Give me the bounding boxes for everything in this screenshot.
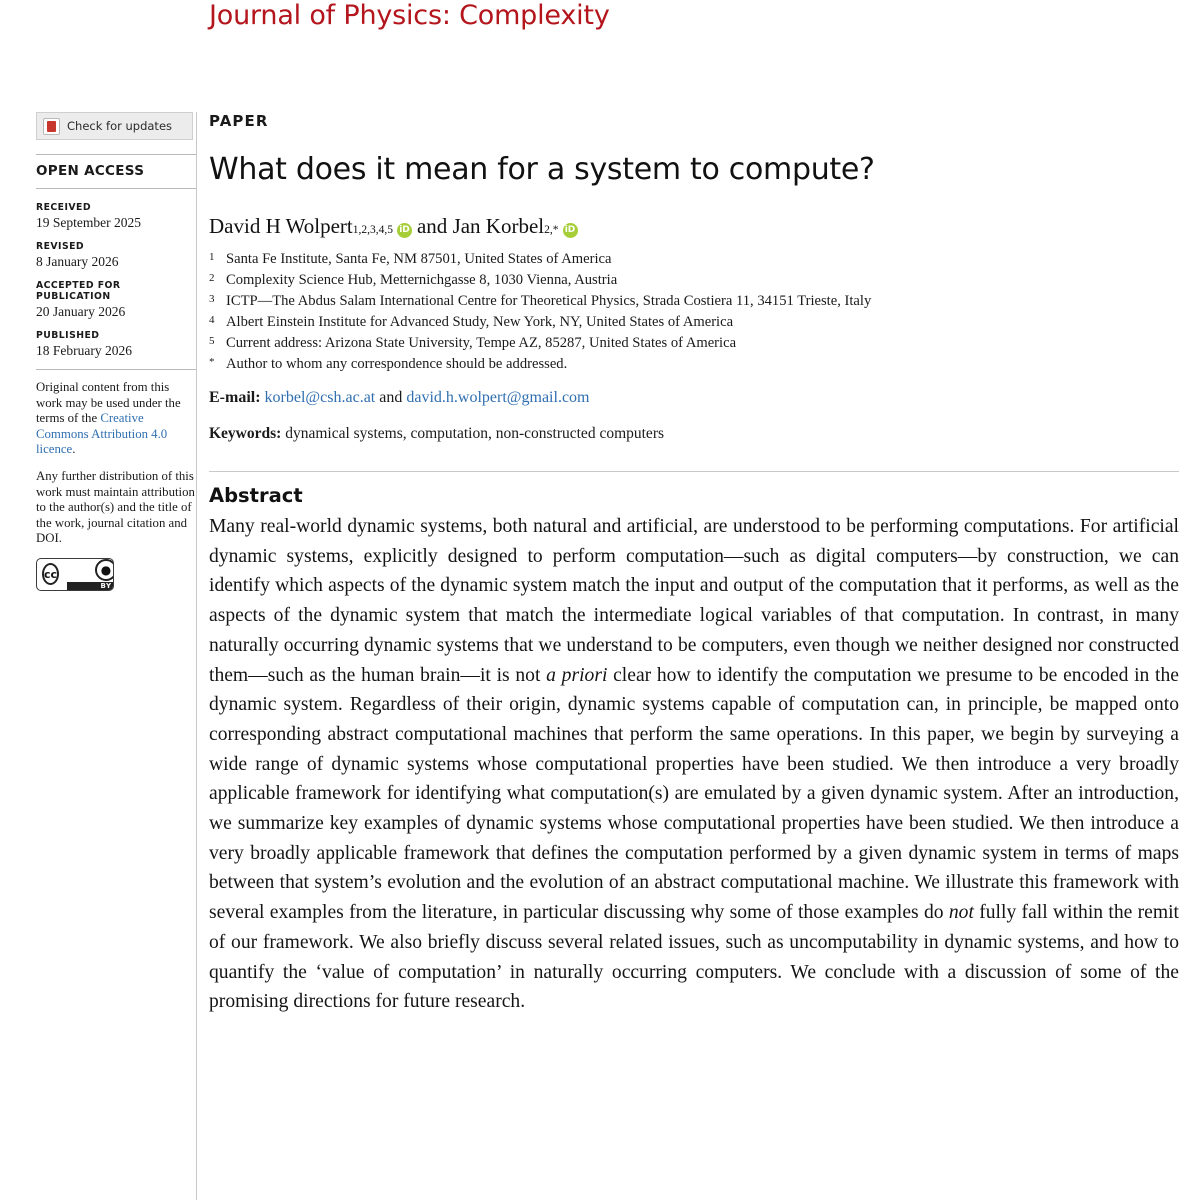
affiliation-number: 5 — [209, 335, 215, 347]
affiliation-text: Author to whom any correspondence should be addressed. — [226, 356, 568, 372]
affiliation-number: 2 — [209, 272, 215, 284]
received-value: 19 September 2025 — [36, 215, 141, 230]
page-title: What does it mean for a system to compute? — [209, 152, 875, 187]
affiliation-item — [209, 354, 1179, 375]
author-2-affiliation-marks: 2,* — [544, 224, 559, 236]
email-link-secondary[interactable]: david.h.wolpert@gmail.com — [406, 389, 590, 406]
affiliation-number: 4 — [209, 314, 215, 326]
published-label: PUBLISHED — [36, 330, 100, 341]
author-list — [209, 214, 1179, 239]
journal-title: Journal of Physics: Complexity — [209, 0, 610, 31]
keywords-value: dynamical systems, computation, non-constructed computers — [285, 425, 665, 442]
email-joiner: and — [379, 389, 403, 406]
licence-paragraph-2: Any further distribution of this work must maintain attribution to the author(s) and the title of the work, journal citation and DOI. — [36, 468, 195, 546]
cc-by-person-icon: ● — [95, 559, 114, 581]
abstract-italic-1: a priori — [546, 664, 608, 686]
affiliation-number: 3 — [209, 293, 215, 305]
author-1-name[interactable]: David H Wolpert — [209, 214, 353, 238]
check-for-updates-button[interactable] — [36, 112, 193, 140]
abstract-heading: Abstract — [209, 484, 303, 507]
publication-dates — [36, 189, 196, 359]
divider-above-abstract — [209, 471, 1179, 472]
cc-by-icon-group — [67, 559, 114, 590]
affiliation-text: Current address: Arizona State University, Tempe AZ, 85287, United States of America — [226, 335, 737, 351]
affiliation-item — [209, 333, 1179, 354]
crossmark-icon — [43, 118, 60, 135]
open-access-badge: OPEN ACCESS — [36, 163, 145, 179]
affiliation-text: ICTP—The Abdus Salam International Centre for Theoretical Physics, Strada Costiera 11, 34151 Trieste, Italy — [226, 293, 872, 309]
article-type-label: PAPER — [209, 112, 269, 130]
abstract-part-3: fully fall within the remit of our framework. We also briefly discuss several related issues, such as uncomputability in dynamic systems, and how to quantify the ‘value of computation’ in naturally occurring computers. We conclude with a discussion of some of the promising directions for future research. — [209, 902, 1179, 1013]
affiliation-text: Complexity Science Hub, Metternichgasse 8, 1030 Vienna, Austria — [226, 272, 618, 288]
affiliation-item — [209, 291, 1179, 312]
affiliation-number: * — [209, 356, 215, 368]
received-label: RECEIVED — [36, 202, 92, 213]
affiliation-list — [209, 249, 1179, 375]
revised-value: 8 January 2026 — [36, 254, 119, 269]
abstract-part-1: Many real-world dynamic systems, both natural and artificial, are understood to be performing computations. For artificial dynamic systems, explicitly designed to perform computation—such as digital computers—by construction, we can identify which aspects of the dynamic system match the input and output of the computation that it performs, as well as the aspects of the dynamic system that match the intermediate logical variables of that computation. In contrast, in many naturally occurring dynamic systems that we understand to be computers, even though we neither designed nor constructed them—such as the human brain—it is not — [209, 516, 1179, 686]
abstract-italic-2: not — [948, 902, 974, 924]
orcid-icon[interactable]: iD — [563, 223, 578, 238]
cc-icon: cc — [42, 563, 59, 585]
email-label: E-mail: — [209, 389, 261, 406]
affiliation-item — [209, 249, 1179, 270]
creative-commons-badge — [36, 558, 114, 591]
licence-text-pre: Original content from this work may be used under the terms of the — [36, 380, 181, 426]
affiliation-text: Albert Einstein Institute for Advanced Study, New York, NY, United States of America — [226, 314, 734, 330]
creative-commons-link[interactable]: Creative Commons Attribution 4.0 licence — [36, 411, 168, 457]
author-1-affiliation-marks: 1,2,3,4,5 — [352, 224, 393, 236]
cc-by-label: BY — [67, 582, 114, 590]
check-for-updates-label: Check for updates — [67, 119, 173, 133]
abstract-part-2: clear how to identify the computation we presume to be encoded in the dynamic system. Regardless of their origin, dynamic systems capable of computation can, in principle, be mapped onto corresponding abstract computational machines that perform the same operations. In this paper, we begin by surveying a wide range of dynamic systems whose computational properties have been studied. We then introduce a very broadly applicable framework for identifying what computation(s) are emulated by a given dynamic system. After an introduction, we summarize key examples of dynamic systems whose computational properties have been studied. We then introduce a very broadly applicable framework that defines the computation performed by a given dynamic system in terms of maps between that system’s evolution and the evolution of an abstract computational machine. We illustrate this framework with several examples from the literature, in particular discussing why some of those examples do — [209, 664, 1179, 924]
affiliation-item — [209, 270, 1179, 291]
affiliation-number: 1 — [209, 251, 215, 263]
email-link-primary[interactable]: korbel@csh.ac.at — [264, 389, 376, 406]
licence-text-post: . — [72, 442, 76, 457]
revised-label: REVISED — [36, 241, 85, 252]
published-value: 18 February 2026 — [36, 343, 132, 358]
column-divider — [196, 112, 197, 1200]
keywords-label: Keywords: — [209, 425, 282, 442]
abstract-text — [209, 512, 1179, 1017]
author-2-name[interactable]: Jan Korbel — [452, 214, 545, 238]
keywords-line — [209, 425, 1179, 443]
licence-paragraph-1 — [36, 380, 196, 458]
affiliation-text: Santa Fe Institute, Santa Fe, NM 87501, United States of America — [226, 251, 612, 267]
accepted-label: ACCEPTED FOR PUBLICATION — [36, 280, 121, 302]
sidebar — [36, 112, 196, 591]
orcid-icon[interactable]: iD — [397, 223, 412, 238]
author-conjunction: and — [416, 214, 448, 238]
article-body — [209, 112, 1179, 1017]
accepted-value: 20 January 2026 — [36, 304, 126, 319]
licence-notice — [36, 370, 196, 547]
affiliation-item — [209, 312, 1179, 333]
contact-email-line — [209, 389, 1179, 407]
